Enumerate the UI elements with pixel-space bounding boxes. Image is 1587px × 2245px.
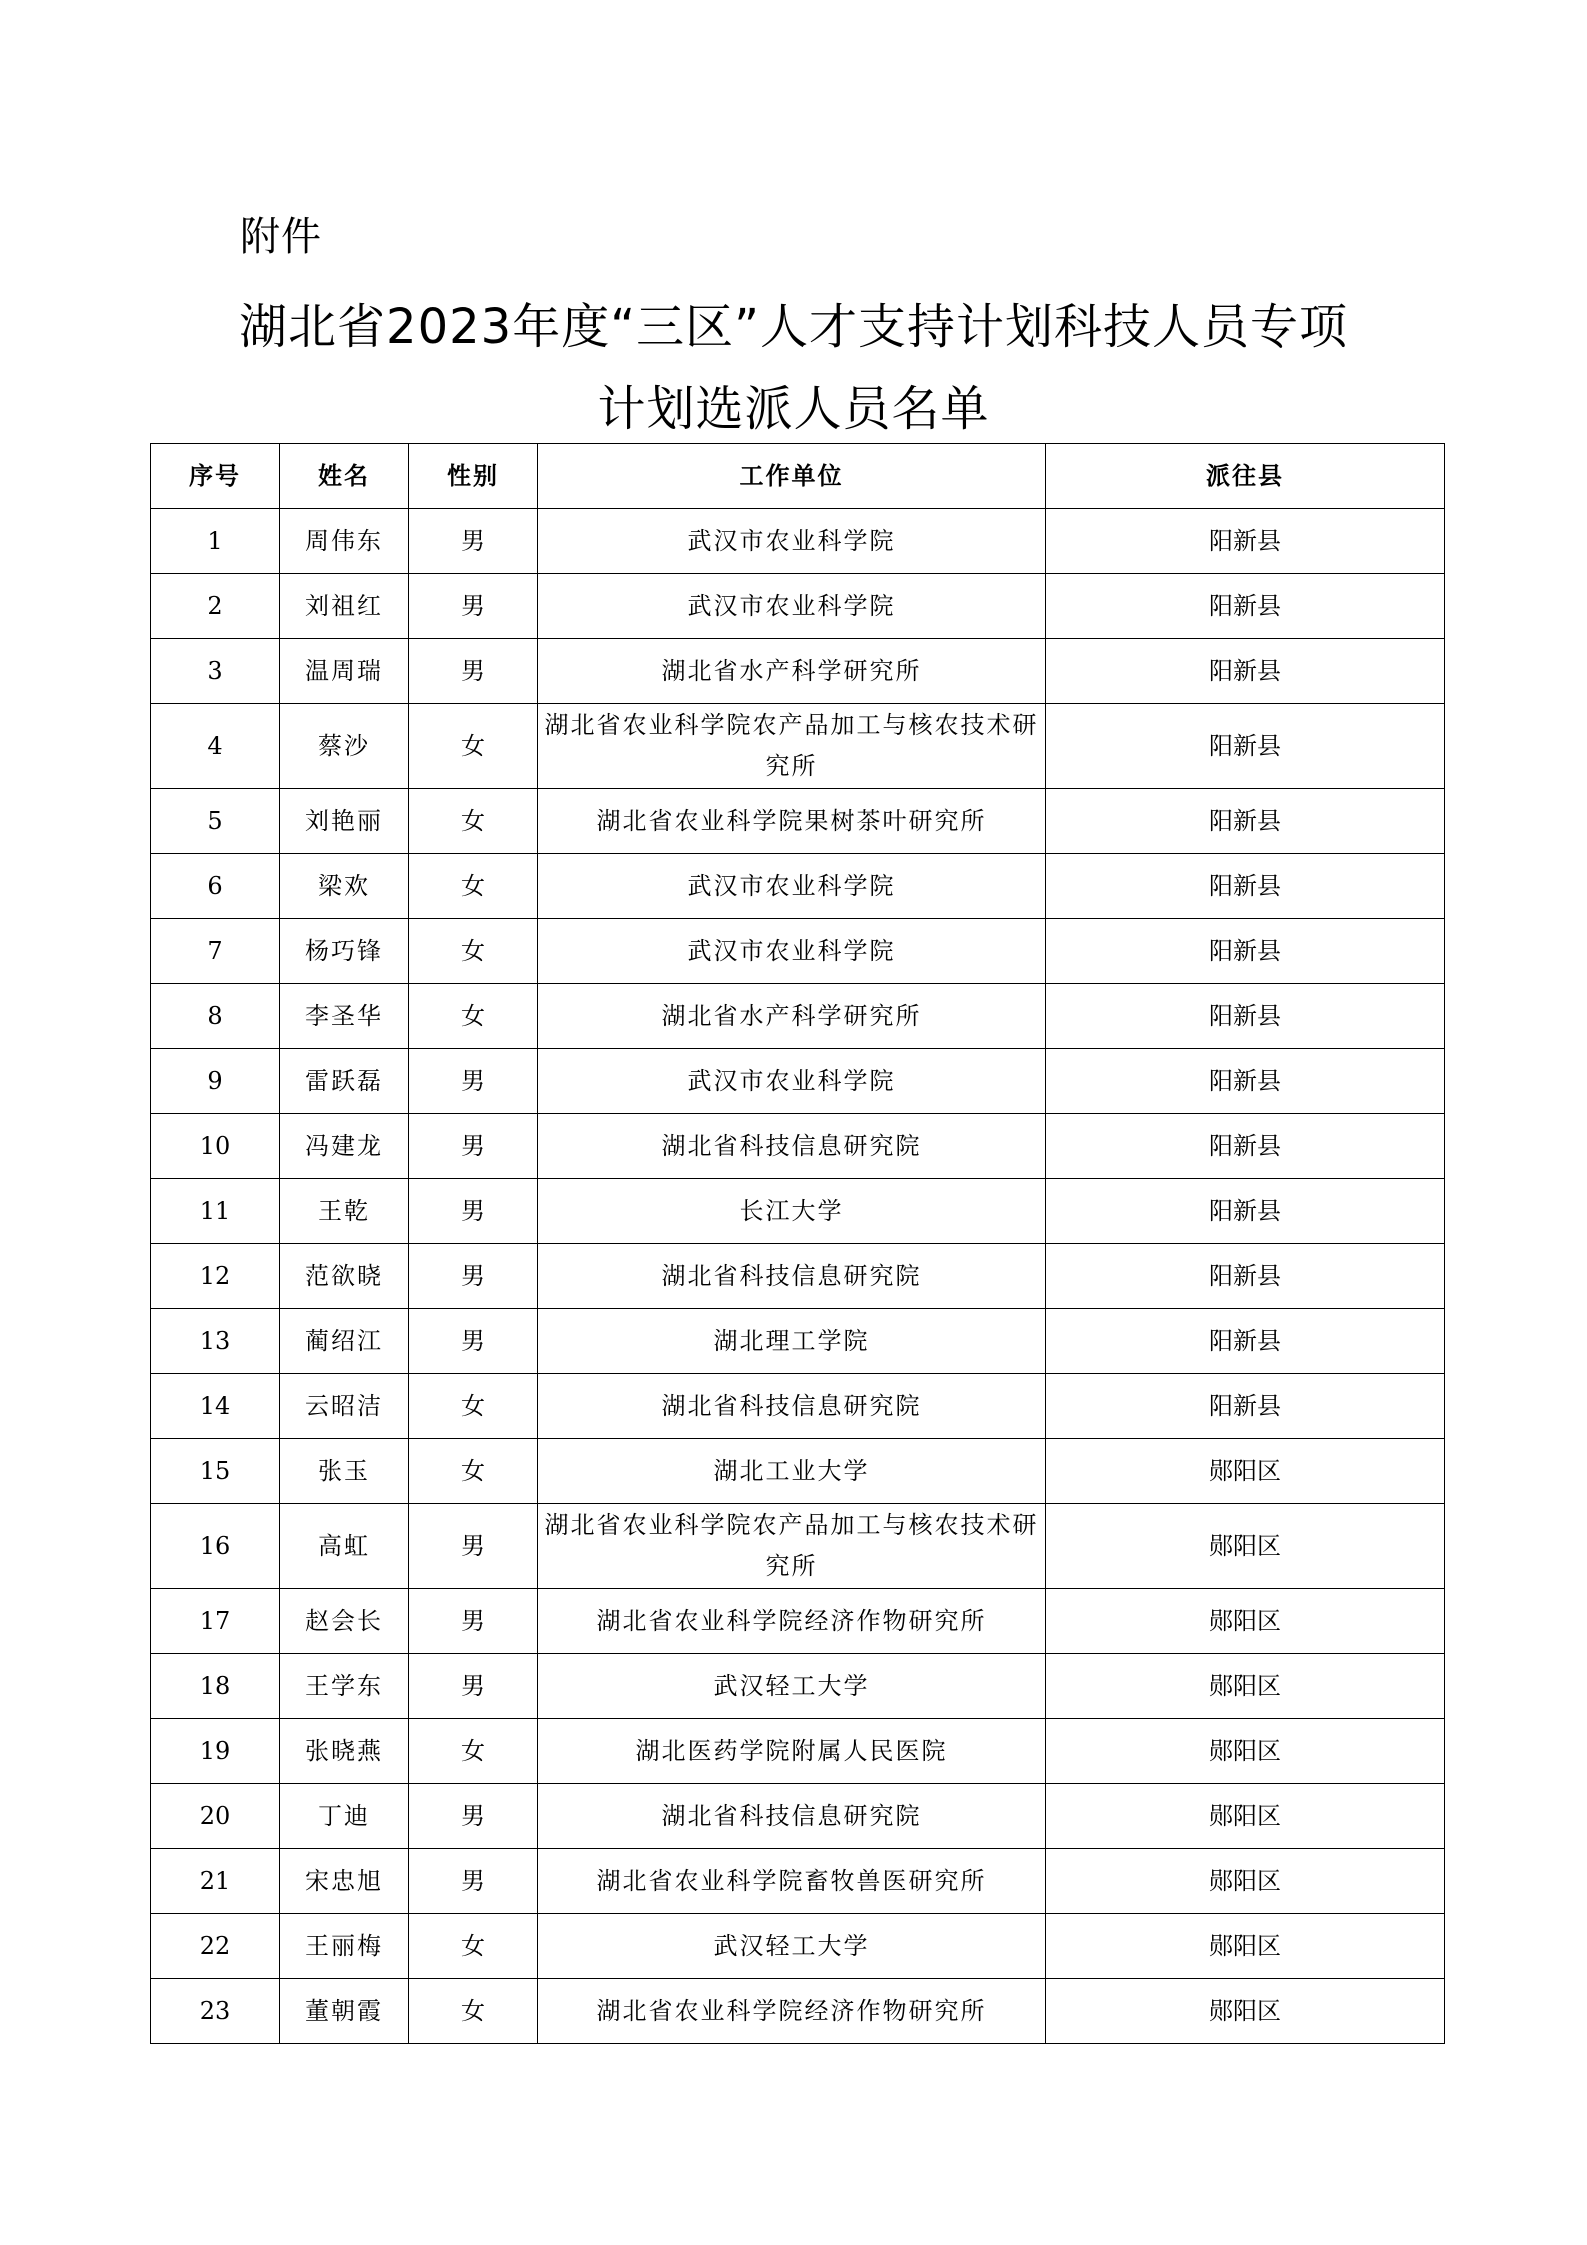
cell-county: 阳新县 <box>1046 639 1445 704</box>
table-row <box>151 704 1445 789</box>
cell-work-unit: 湖北省科技信息研究院 <box>538 1114 1046 1179</box>
cell-gender: 男 <box>409 509 538 574</box>
cell-name: 赵会长 <box>280 1589 409 1654</box>
cell-work-unit: 武汉市农业科学院 <box>538 854 1046 919</box>
cell-name: 高虹 <box>280 1504 409 1589</box>
cell-county: 阳新县 <box>1046 789 1445 854</box>
table-row <box>151 1049 1445 1114</box>
attachment-label: 附件 <box>240 214 322 260</box>
cell-name: 王丽梅 <box>280 1914 409 1979</box>
column-header-name: 姓名 <box>280 444 409 509</box>
cell-work-unit: 湖北省农业科学院果树茶叶研究所 <box>538 789 1046 854</box>
cell-work-unit: 湖北省农业科学院畜牧兽医研究所 <box>538 1849 1046 1914</box>
cell-work-unit: 湖北工业大学 <box>538 1439 1046 1504</box>
cell-name: 刘祖红 <box>280 574 409 639</box>
table-row <box>151 1179 1445 1244</box>
cell-county: 郧阳区 <box>1046 1654 1445 1719</box>
cell-gender: 男 <box>409 1179 538 1244</box>
table-row <box>151 1244 1445 1309</box>
cell-county: 阳新县 <box>1046 1309 1445 1374</box>
cell-county: 郧阳区 <box>1046 1504 1445 1589</box>
table-body <box>151 509 1445 2044</box>
table-row <box>151 1114 1445 1179</box>
cell-work-unit: 武汉市农业科学院 <box>538 1049 1046 1114</box>
cell-work-unit: 武汉轻工大学 <box>538 1914 1046 1979</box>
cell-number: 19 <box>151 1719 280 1784</box>
table-row <box>151 1654 1445 1719</box>
table-row <box>151 1719 1445 1784</box>
cell-name: 李圣华 <box>280 984 409 1049</box>
cell-work-unit: 湖北医药学院附属人民医院 <box>538 1719 1046 1784</box>
cell-name: 张晓燕 <box>280 1719 409 1784</box>
document-title-line-1: 湖北省2023年度“三区”人才支持计划科技人员专项 <box>239 299 1348 355</box>
cell-county: 阳新县 <box>1046 1374 1445 1439</box>
table-row <box>151 919 1445 984</box>
cell-number: 11 <box>151 1179 280 1244</box>
cell-county: 郧阳区 <box>1046 1589 1445 1654</box>
cell-number: 2 <box>151 574 280 639</box>
cell-gender: 女 <box>409 1914 538 1979</box>
cell-gender: 男 <box>409 1504 538 1589</box>
cell-name: 王乾 <box>280 1179 409 1244</box>
cell-number: 21 <box>151 1849 280 1914</box>
cell-number: 10 <box>151 1114 280 1179</box>
cell-gender: 女 <box>409 919 538 984</box>
document-title-line-2: 计划选派人员名单 <box>597 381 990 437</box>
table-row <box>151 1979 1445 2044</box>
cell-name: 温周瑞 <box>280 639 409 704</box>
cell-name: 蔡沙 <box>280 704 409 789</box>
cell-county: 阳新县 <box>1046 1179 1445 1244</box>
cell-county: 郧阳区 <box>1046 1719 1445 1784</box>
cell-gender: 男 <box>409 1049 538 1114</box>
cell-work-unit: 湖北省科技信息研究院 <box>538 1244 1046 1309</box>
cell-county: 阳新县 <box>1046 1114 1445 1179</box>
cell-name: 董朝霞 <box>280 1979 409 2044</box>
cell-county: 阳新县 <box>1046 854 1445 919</box>
table-row <box>151 1439 1445 1504</box>
table-row <box>151 1914 1445 1979</box>
cell-county: 郧阳区 <box>1046 1439 1445 1504</box>
cell-number: 8 <box>151 984 280 1049</box>
table-row <box>151 1309 1445 1374</box>
cell-name: 宋忠旭 <box>280 1849 409 1914</box>
cell-name: 蔺绍江 <box>280 1309 409 1374</box>
cell-gender: 男 <box>409 1309 538 1374</box>
cell-work-unit: 长江大学 <box>538 1179 1046 1244</box>
cell-gender: 男 <box>409 1784 538 1849</box>
cell-name: 周伟东 <box>280 509 409 574</box>
cell-county: 郧阳区 <box>1046 1914 1445 1979</box>
cell-county: 阳新县 <box>1046 984 1445 1049</box>
cell-gender: 女 <box>409 789 538 854</box>
table-row <box>151 574 1445 639</box>
cell-gender: 女 <box>409 1979 538 2044</box>
cell-county: 阳新县 <box>1046 509 1445 574</box>
table-row <box>151 1504 1445 1589</box>
cell-gender: 男 <box>409 1849 538 1914</box>
cell-number: 7 <box>151 919 280 984</box>
cell-name: 梁欢 <box>280 854 409 919</box>
cell-number: 3 <box>151 639 280 704</box>
table-header-row <box>151 444 1445 509</box>
cell-county: 阳新县 <box>1046 574 1445 639</box>
personnel-table <box>150 443 1445 2044</box>
table-row <box>151 509 1445 574</box>
cell-gender: 女 <box>409 1374 538 1439</box>
cell-gender: 男 <box>409 1114 538 1179</box>
cell-gender: 女 <box>409 704 538 789</box>
cell-number: 17 <box>151 1589 280 1654</box>
cell-number: 12 <box>151 1244 280 1309</box>
cell-gender: 男 <box>409 1654 538 1719</box>
cell-name: 云昭洁 <box>280 1374 409 1439</box>
cell-number: 5 <box>151 789 280 854</box>
cell-work-unit: 湖北省水产科学研究所 <box>538 639 1046 704</box>
cell-name: 雷跃磊 <box>280 1049 409 1114</box>
table-row <box>151 1784 1445 1849</box>
cell-work-unit: 湖北省科技信息研究院 <box>538 1374 1046 1439</box>
cell-county: 郧阳区 <box>1046 1979 1445 2044</box>
cell-number: 18 <box>151 1654 280 1719</box>
cell-gender: 男 <box>409 639 538 704</box>
column-header-number: 序号 <box>151 444 280 509</box>
cell-name: 冯建龙 <box>280 1114 409 1179</box>
cell-work-unit: 湖北理工学院 <box>538 1309 1046 1374</box>
cell-gender: 女 <box>409 1719 538 1784</box>
cell-gender: 男 <box>409 1244 538 1309</box>
cell-name: 杨巧锋 <box>280 919 409 984</box>
cell-county: 阳新县 <box>1046 1049 1445 1114</box>
cell-work-unit: 湖北省农业科学院经济作物研究所 <box>538 1589 1046 1654</box>
table-row <box>151 639 1445 704</box>
cell-name: 王学东 <box>280 1654 409 1719</box>
cell-work-unit: 湖北省科技信息研究院 <box>538 1784 1046 1849</box>
cell-county: 郧阳区 <box>1046 1784 1445 1849</box>
cell-number: 22 <box>151 1914 280 1979</box>
cell-gender: 女 <box>409 1439 538 1504</box>
cell-work-unit: 武汉轻工大学 <box>538 1654 1046 1719</box>
cell-number: 23 <box>151 1979 280 2044</box>
cell-name: 丁迪 <box>280 1784 409 1849</box>
cell-name: 范欲晓 <box>280 1244 409 1309</box>
cell-number: 6 <box>151 854 280 919</box>
cell-gender: 女 <box>409 854 538 919</box>
cell-county: 阳新县 <box>1046 919 1445 984</box>
cell-county: 郧阳区 <box>1046 1849 1445 1914</box>
cell-number: 14 <box>151 1374 280 1439</box>
cell-number: 4 <box>151 704 280 789</box>
cell-name: 刘艳丽 <box>280 789 409 854</box>
cell-work-unit: 湖北省农业科学院农产品加工与核农技术研究所 <box>538 704 1046 789</box>
column-header-gender: 性别 <box>409 444 538 509</box>
cell-name: 张玉 <box>280 1439 409 1504</box>
table-row <box>151 984 1445 1049</box>
table-row <box>151 1849 1445 1914</box>
cell-gender: 女 <box>409 984 538 1049</box>
table-row <box>151 789 1445 854</box>
cell-number: 13 <box>151 1309 280 1374</box>
cell-work-unit: 湖北省水产科学研究所 <box>538 984 1046 1049</box>
cell-gender: 男 <box>409 574 538 639</box>
cell-number: 20 <box>151 1784 280 1849</box>
table-row <box>151 1374 1445 1439</box>
cell-number: 15 <box>151 1439 280 1504</box>
cell-work-unit: 武汉市农业科学院 <box>538 509 1046 574</box>
column-header-county: 派往县 <box>1046 444 1445 509</box>
cell-work-unit: 湖北省农业科学院经济作物研究所 <box>538 1979 1046 2044</box>
cell-number: 16 <box>151 1504 280 1589</box>
table-row <box>151 1589 1445 1654</box>
cell-work-unit: 湖北省农业科学院农产品加工与核农技术研究所 <box>538 1504 1046 1589</box>
table-row <box>151 854 1445 919</box>
cell-county: 阳新县 <box>1046 704 1445 789</box>
cell-number: 1 <box>151 509 280 574</box>
cell-work-unit: 武汉市农业科学院 <box>538 919 1046 984</box>
cell-work-unit: 武汉市农业科学院 <box>538 574 1046 639</box>
cell-number: 9 <box>151 1049 280 1114</box>
column-header-work-unit: 工作单位 <box>538 444 1046 509</box>
cell-county: 阳新县 <box>1046 1244 1445 1309</box>
cell-gender: 男 <box>409 1589 538 1654</box>
